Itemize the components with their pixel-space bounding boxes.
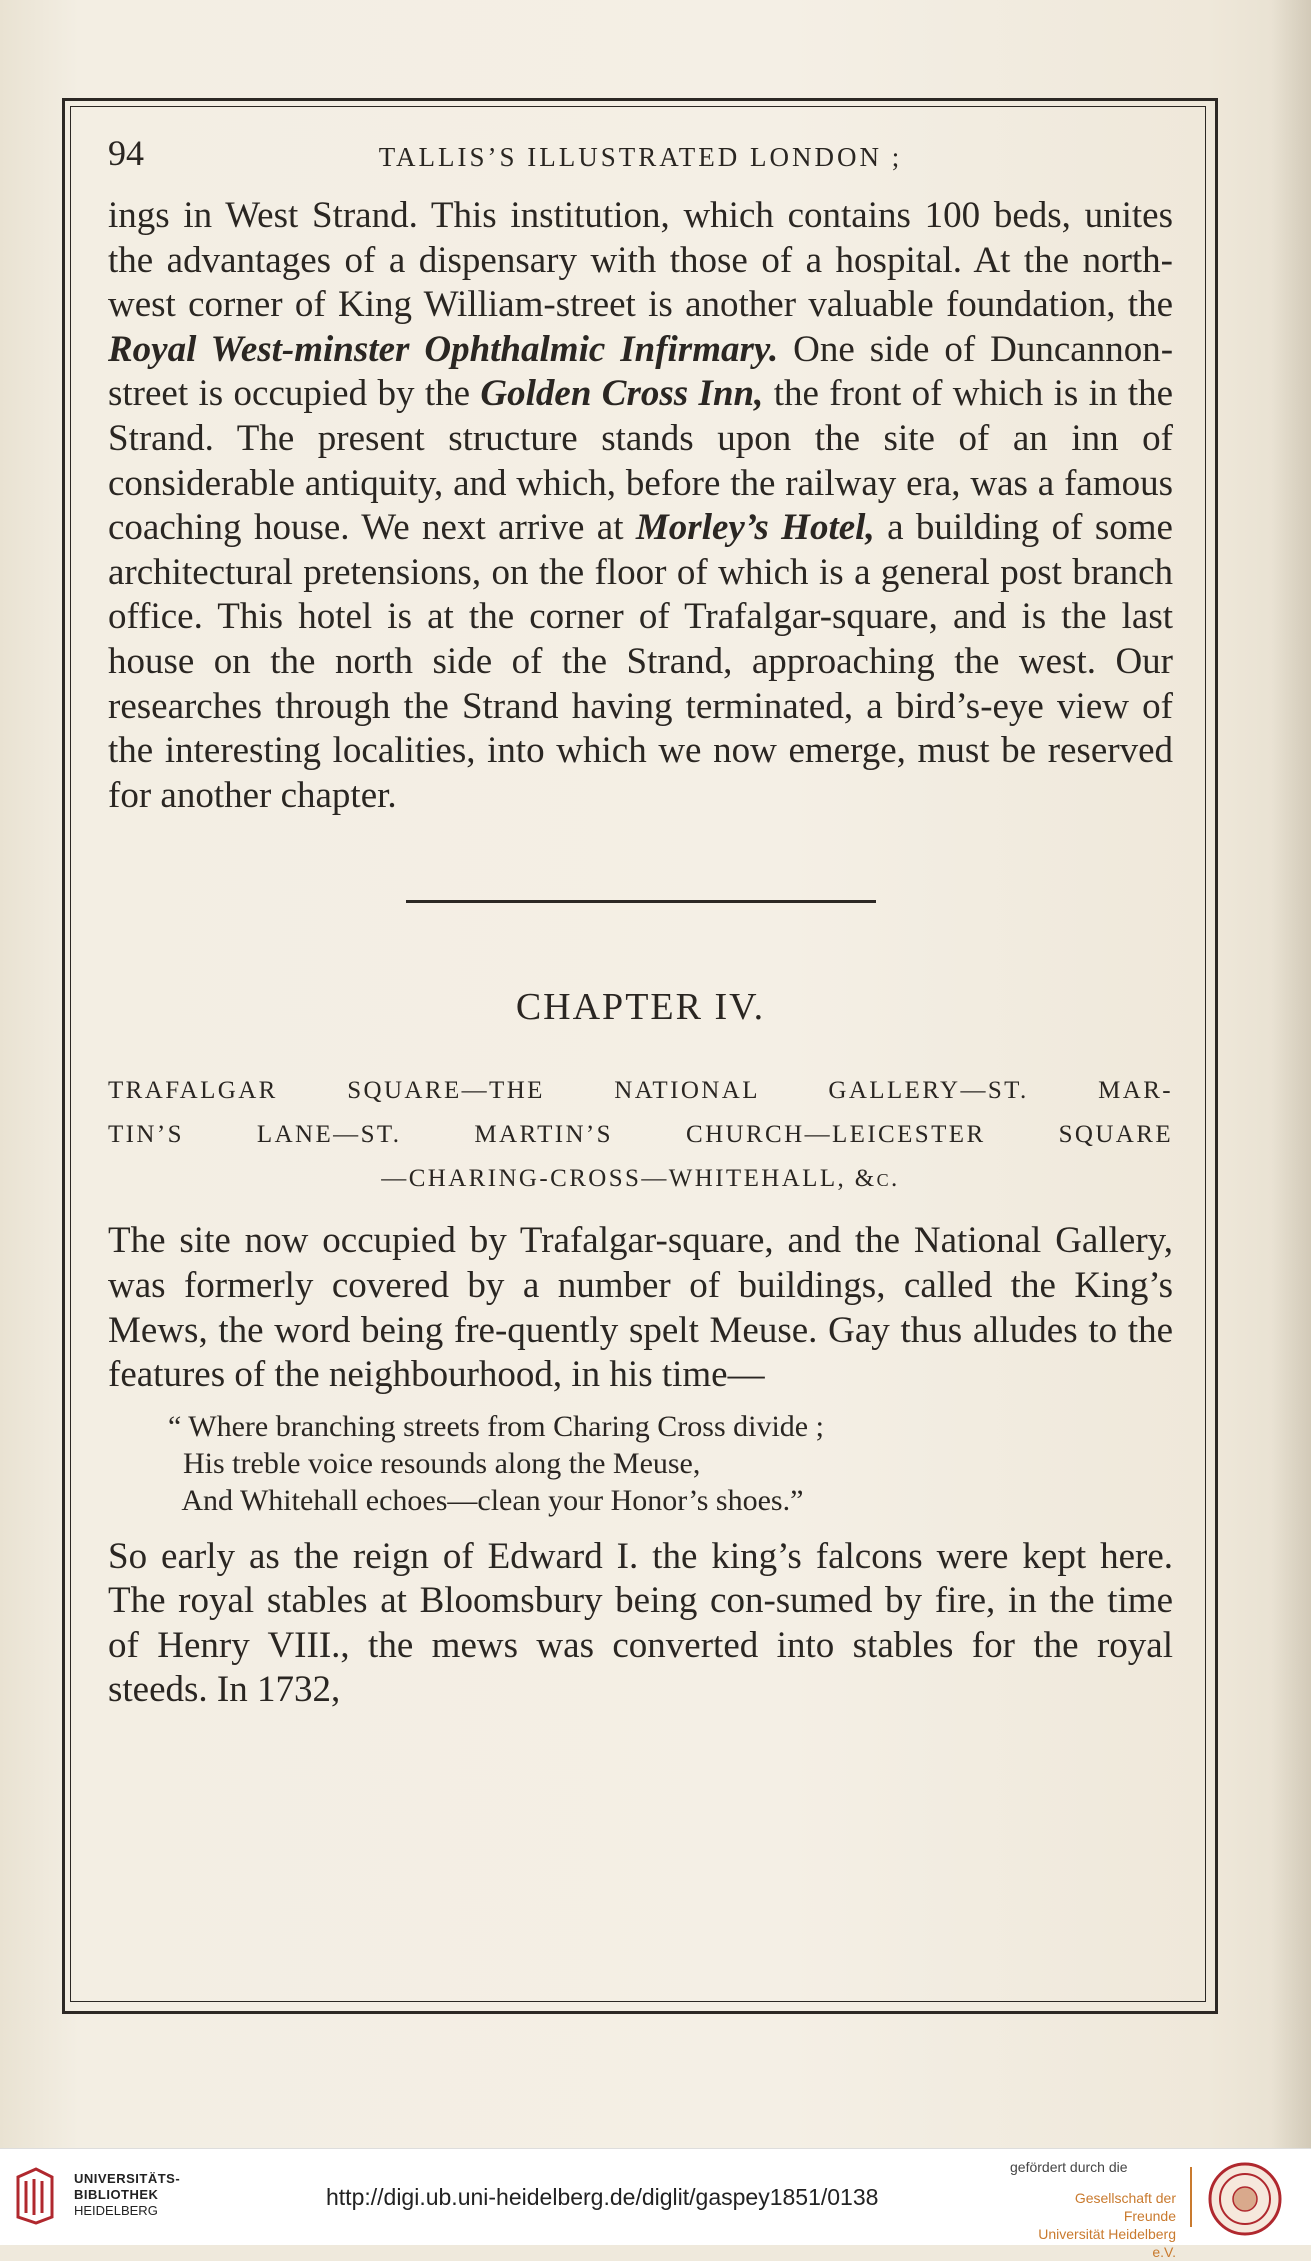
italic-place-name: Golden Cross Inn, xyxy=(480,373,764,415)
chapter-summary-line-1: TRAFALGAR SQUARE—THE NATIONAL GALLERY—ST. MAR- xyxy=(108,1077,1173,1105)
paragraph-continuation xyxy=(108,194,1173,818)
verse-line-2: His treble voice resounds along the Meuse, xyxy=(168,1446,701,1480)
running-head xyxy=(108,126,1173,186)
chapter-summary-line-2: TIN’S LANE—ST. MARTIN’S CHURCH—LEICESTER SQUARE xyxy=(108,1121,1173,1149)
page-content xyxy=(108,126,1173,1713)
page-number: 94 xyxy=(108,133,144,173)
running-head-title: TALLIS’S ILLUSTRATED LONDON ; xyxy=(378,142,903,172)
paragraph-text-run: a building of some architectural pretensions, on the floor of which is a general post branch office. This hotel is at the corner of Trafalgar-square, and is the last house on the north side of the Strand, approaching the west. Our researches through the Strand having terminated, a bird’s-eye view of the interesting localities, into which we now emerge, must be reserved for another chapter. xyxy=(108,507,1173,816)
sponsor-name-line-2: Universität Heidelberg e.V. xyxy=(1038,2226,1176,2260)
verse-quotation xyxy=(168,1408,1173,1519)
paragraph-text-run: One side of Duncannon-street is occupied by the xyxy=(108,328,1174,415)
sponsor-divider xyxy=(1190,2167,1192,2227)
library-name-line-2: BIBLIOTHEK xyxy=(74,2187,159,2202)
chapter-title: CHAPTER IV. xyxy=(515,986,766,1029)
verse-line-3: And Whitehall echoes—clean your Honor’s shoes.” xyxy=(168,1483,804,1517)
italic-place-name: Morley’s Hotel, xyxy=(635,507,875,549)
paragraph-text-run: the front of which is in the Strand. The present structure stands upon the site of an inn of considerable antiquity, and which, before the railway era, was a famous coaching house. We next arrive at xyxy=(108,373,1173,549)
chapter-summary xyxy=(108,1069,1173,1201)
university-seal-icon xyxy=(1207,2161,1283,2237)
library-logo-icon xyxy=(14,2167,56,2225)
sponsor-label: gefördert durch die xyxy=(1010,2159,1128,2175)
paragraph-falcons: So early as the reign of Edward I. the king’s falcons were kept here. The royal stables at Bloomsbury being con-sumed by fire, in the time of Henry VIII., the mews was converted into stables for the royal steeds. In 1732, xyxy=(108,1535,1173,1711)
library-name-line-1: UNIVERSITÄTS- xyxy=(74,2171,181,2186)
paragraph-chapter-opening: The site now occupied by Trafalgar-square, and the National Gallery, was formerly covered by a number of buildings, called the King’s Mews, the word being fre-quently spelt Meuse. Gay thus alludes to the features of the neighbourhood, in his time— xyxy=(108,1220,1173,1396)
library-name-line-3: HEIDELBERG xyxy=(74,2203,158,2218)
paragraph-text-run: ings in West Strand. This institution, which contains 100 beds, unites the advantages of a dispensary with those of a hospital. At the north-west corner of King William-street is another valuable foundation, the xyxy=(108,195,1173,326)
permalink-url[interactable]: http://digi.ub.uni-heidelberg.de/diglit/gaspey1851/0138 xyxy=(326,2184,879,2210)
chapter-summary-line-3: —CHARING-CROSS—WHITEHALL, &c. xyxy=(381,1165,900,1193)
italic-place-name: Royal West-minster Ophthalmic Infirmary. xyxy=(108,328,779,370)
section-divider-rule xyxy=(406,900,876,903)
digitization-footer xyxy=(0,2148,1311,2260)
sponsor-name xyxy=(1020,2189,1176,2261)
sponsor-name-line-1: Gesellschaft der Freunde xyxy=(1074,2190,1176,2224)
page-edge-shadow xyxy=(1271,0,1311,2148)
verse-line-1: “ Where branching streets from Charing Cross divide ; xyxy=(168,1409,824,1443)
library-name xyxy=(74,2171,180,2219)
